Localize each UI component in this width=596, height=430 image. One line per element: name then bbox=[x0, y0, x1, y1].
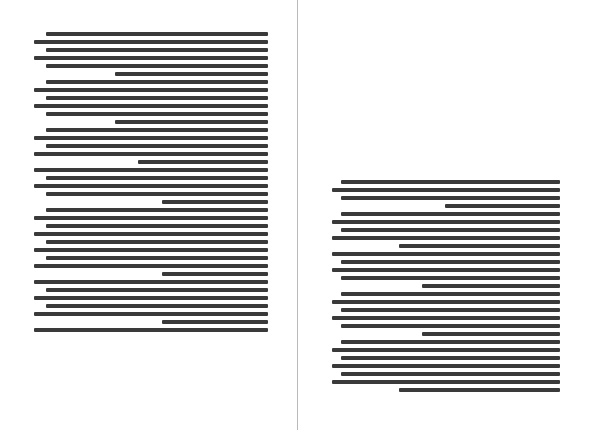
text-line bbox=[115, 120, 268, 124]
left-page-text bbox=[32, 32, 268, 338]
text-line bbox=[46, 304, 268, 308]
text-line bbox=[341, 292, 560, 296]
text-line bbox=[46, 224, 268, 228]
text-line bbox=[138, 160, 268, 164]
text-line bbox=[34, 104, 268, 108]
text-line bbox=[341, 260, 560, 264]
text-line bbox=[46, 64, 268, 68]
text-line bbox=[399, 388, 560, 392]
text-line bbox=[46, 240, 268, 244]
text-line bbox=[34, 248, 268, 252]
right-page bbox=[298, 0, 596, 430]
text-line bbox=[46, 144, 268, 148]
text-line bbox=[46, 208, 268, 212]
text-line bbox=[162, 320, 268, 324]
text-line bbox=[46, 176, 268, 180]
text-line bbox=[399, 244, 560, 248]
text-line bbox=[34, 312, 268, 316]
text-line bbox=[115, 72, 268, 76]
text-line bbox=[422, 332, 560, 336]
right-page-text bbox=[330, 180, 560, 402]
text-line bbox=[46, 128, 268, 132]
text-line bbox=[34, 328, 268, 332]
text-line bbox=[332, 316, 560, 320]
text-line bbox=[34, 280, 268, 284]
text-line bbox=[341, 308, 560, 312]
text-line bbox=[34, 168, 268, 172]
text-line bbox=[46, 80, 268, 84]
text-line bbox=[332, 348, 560, 352]
text-line bbox=[46, 32, 268, 36]
text-line bbox=[341, 180, 560, 184]
text-line bbox=[422, 284, 560, 288]
text-line bbox=[332, 268, 560, 272]
text-line bbox=[162, 272, 268, 276]
text-line bbox=[332, 300, 560, 304]
text-line bbox=[341, 324, 560, 328]
text-line bbox=[162, 200, 268, 204]
text-line bbox=[34, 216, 268, 220]
text-line bbox=[34, 264, 268, 268]
text-line bbox=[341, 276, 560, 280]
text-line bbox=[46, 256, 268, 260]
text-line bbox=[332, 380, 560, 384]
text-line bbox=[34, 184, 268, 188]
text-line bbox=[34, 56, 268, 60]
text-line bbox=[46, 48, 268, 52]
text-line bbox=[341, 340, 560, 344]
text-line bbox=[341, 196, 560, 200]
text-line bbox=[46, 112, 268, 116]
text-line bbox=[341, 228, 560, 232]
text-line bbox=[34, 40, 268, 44]
text-line bbox=[332, 252, 560, 256]
text-line bbox=[34, 88, 268, 92]
text-line bbox=[341, 212, 560, 216]
text-line bbox=[332, 236, 560, 240]
text-line bbox=[34, 296, 268, 300]
text-line bbox=[34, 232, 268, 236]
text-line bbox=[332, 364, 560, 368]
text-line bbox=[46, 288, 268, 292]
text-line bbox=[341, 356, 560, 360]
text-line bbox=[445, 204, 560, 208]
text-line bbox=[332, 220, 560, 224]
text-line bbox=[341, 372, 560, 376]
text-line bbox=[34, 136, 268, 140]
text-line bbox=[332, 188, 560, 192]
text-line bbox=[46, 192, 268, 196]
text-line bbox=[46, 96, 268, 100]
text-line bbox=[34, 152, 268, 156]
